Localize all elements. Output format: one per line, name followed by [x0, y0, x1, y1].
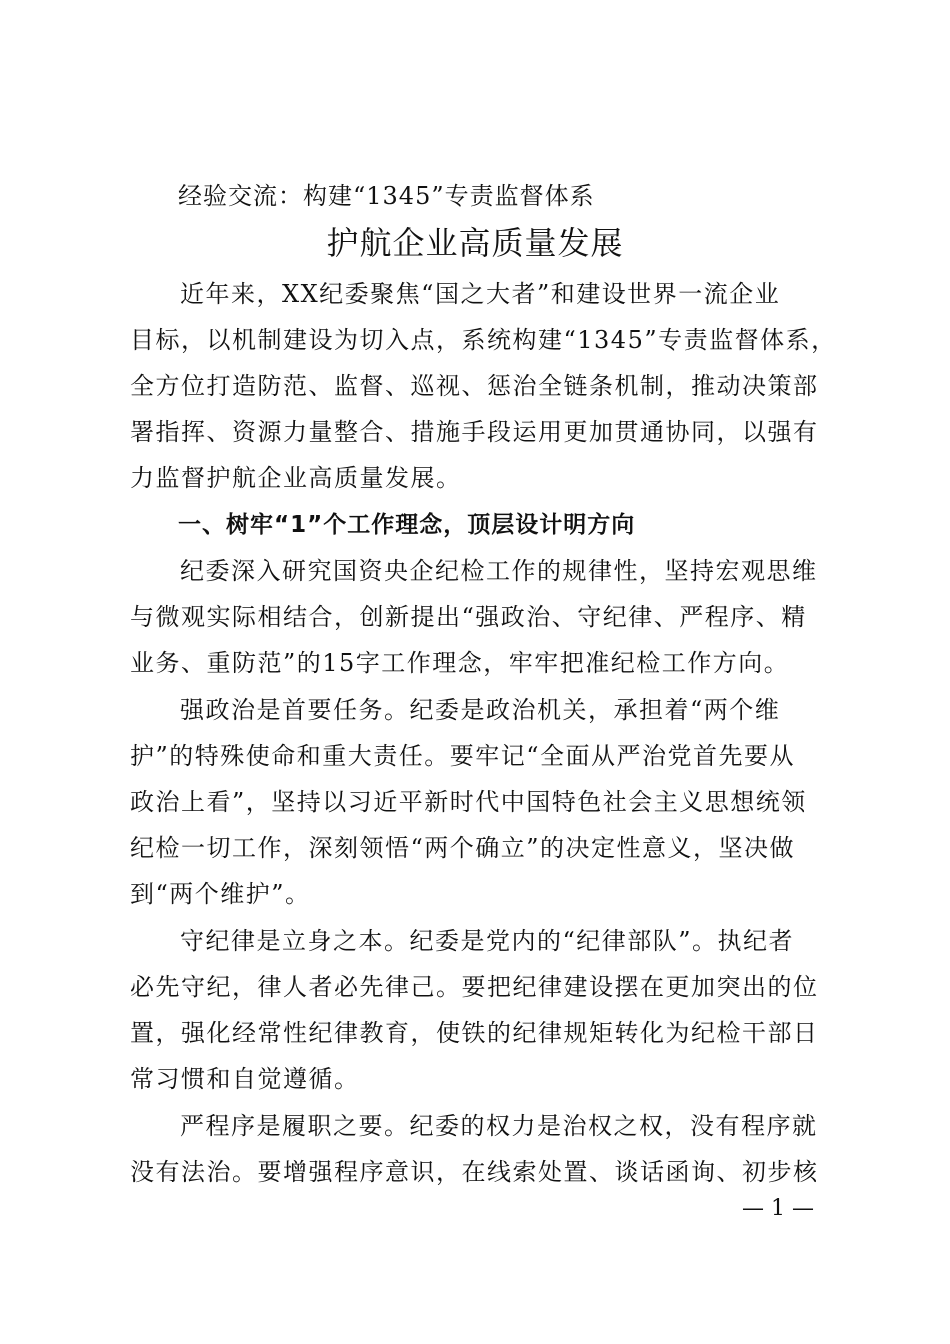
paragraph-line: 必先守纪，律人者必先律己。要把纪律建设摆在更加突出的位 [130, 973, 819, 1001]
paragraph-line: 守纪律是立身之本。纪委是党内的“纪律部队”。执纪者 [180, 927, 795, 955]
intro-line: 全方位打造防范、监督、巡视、惩治全链条机制，推动决策部 [130, 372, 819, 400]
paragraph-line: 强政治是首要任务。纪委是政治机关，承担着“两个维 [180, 696, 781, 724]
intro-line: 署指挥、资源力量整合、措施手段运用更加贯通协同，以强有 [130, 418, 819, 446]
paragraph-line: 业务、重防范”的15字工作理念，牢牢把准纪检工作方向。 [130, 649, 790, 677]
paragraph-line: 没有法治。要增强程序意识，在线索处置、谈话函询、初步核 [130, 1158, 819, 1186]
paragraph-line: 政治上看”，坚持以习近平新时代中国特色社会主义思想统领 [130, 788, 807, 816]
paragraph-line: 护”的特殊使命和重大责任。要牢记“全面从严治党首先要从 [130, 742, 796, 770]
section-1-heading: 一、树牢“1”个工作理念，顶层设计明方向 [178, 512, 636, 538]
document-title-line-2: 护航企业高质量发展 [326, 224, 624, 262]
paragraph-line: 严程序是履职之要。纪委的权力是治权之权，没有程序就 [180, 1112, 818, 1140]
page-number: — 1 — [742, 1196, 814, 1221]
paragraph-line: 常习惯和自觉遵循。 [130, 1065, 360, 1093]
document-title-line-1: 经验交流：构建“1345”专责监督体系 [178, 182, 595, 210]
intro-line: 近年来，XX纪委聚焦“国之大者”和建设世界一流企业 [180, 280, 781, 308]
paragraph-line: 置，强化经常性纪律教育，使铁的纪律规矩转化为纪检干部日 [130, 1019, 819, 1047]
paragraph-line: 纪委深入研究国资央企纪检工作的规律性，坚持宏观思维 [180, 557, 818, 585]
intro-line: 目标，以机制建设为切入点，系统构建“1345”专责监督体系， [130, 326, 837, 354]
paragraph-line: 到“两个维护”。 [130, 880, 311, 908]
intro-line: 力监督护航企业高质量发展。 [130, 464, 462, 492]
paragraph-line: 纪检一切工作，深刻领悟“两个确立”的决定性意义，坚决做 [130, 834, 796, 862]
paragraph-line: 与微观实际相结合，创新提出“强政治、守纪律、严程序、精 [130, 603, 807, 631]
